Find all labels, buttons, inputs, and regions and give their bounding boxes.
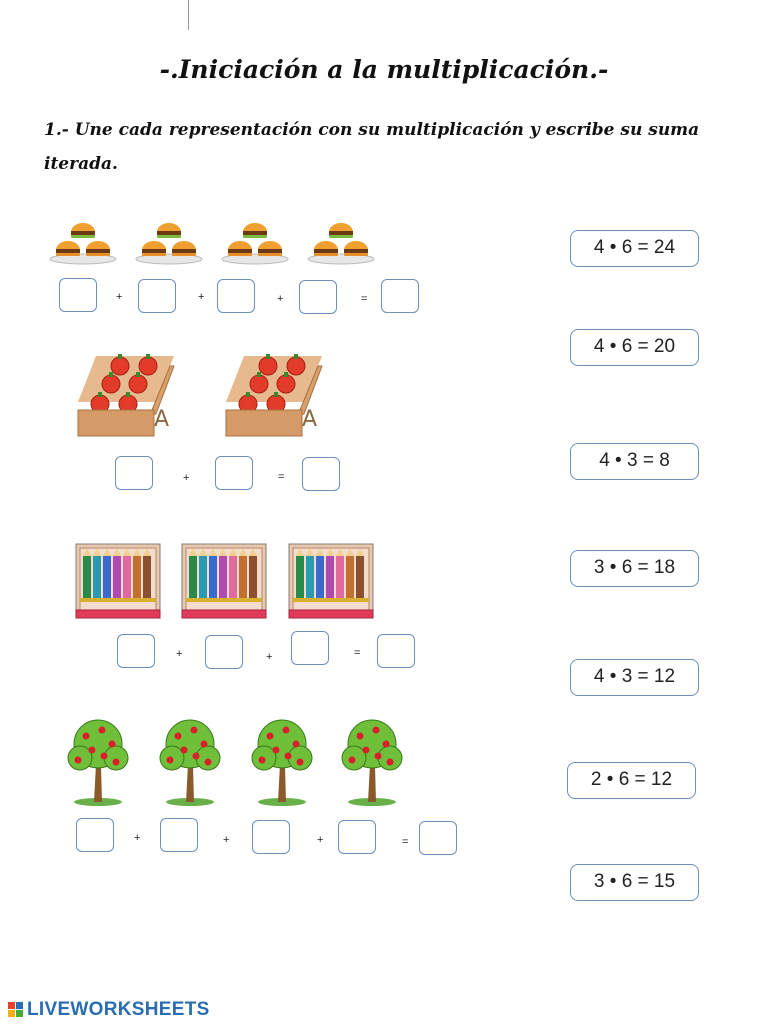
- equals-sign: =: [402, 836, 409, 848]
- svg-text:A: A: [302, 407, 318, 432]
- page-title: -.Iniciación a la multiplicación.-: [159, 55, 609, 84]
- pencil-box-icon: [287, 542, 379, 620]
- plus-sign: +: [183, 472, 190, 484]
- answer-option-1[interactable]: 4 • 6 = 24: [570, 230, 699, 267]
- answer-input-box[interactable]: [338, 820, 376, 854]
- burger-plate-icon: [220, 210, 290, 266]
- svg-text:A: A: [154, 407, 170, 432]
- answer-input-box[interactable]: [419, 821, 457, 855]
- equals-sign: =: [354, 647, 361, 659]
- answer-option-4[interactable]: 3 • 6 = 18: [570, 550, 699, 587]
- apple-tree-icon: [250, 714, 314, 806]
- answer-input-box[interactable]: [59, 278, 97, 312]
- burger-plate-icon: [306, 210, 376, 266]
- answer-option-5[interactable]: 4 • 3 = 12: [570, 659, 699, 696]
- answer-input-box[interactable]: [205, 635, 243, 669]
- pencil-box-icon: [74, 542, 166, 620]
- answer-input-box[interactable]: [115, 456, 153, 490]
- plus-sign: +: [116, 291, 123, 303]
- answer-input-box[interactable]: [117, 634, 155, 668]
- answer-input-box[interactable]: [76, 818, 114, 852]
- plus-sign: +: [277, 293, 284, 305]
- answer-input-box[interactable]: [302, 457, 340, 491]
- pencil-box-icon: [180, 542, 272, 620]
- equals-sign: =: [278, 471, 285, 483]
- answer-input-box[interactable]: [138, 279, 176, 313]
- plus-sign: +: [317, 834, 324, 846]
- answer-option-3[interactable]: 4 • 3 = 8: [570, 443, 699, 480]
- plus-sign: +: [266, 651, 273, 663]
- plus-sign: +: [198, 291, 205, 303]
- answer-input-box[interactable]: [215, 456, 253, 490]
- plus-sign: +: [176, 648, 183, 660]
- instruction-text: 1.- Une cada representación con su multiplicación y escribe su suma iterada.: [44, 120, 700, 174]
- answer-input-box[interactable]: [291, 631, 329, 665]
- brand-name: LIVEWORKSHEETS: [27, 999, 210, 1020]
- answer-input-box[interactable]: [252, 820, 290, 854]
- answer-input-box[interactable]: [377, 634, 415, 668]
- answer-input-box[interactable]: [217, 279, 255, 313]
- logo-grid-icon: [8, 1001, 24, 1019]
- equals-sign: =: [361, 293, 368, 305]
- answer-input-box[interactable]: [299, 280, 337, 314]
- plus-sign: +: [223, 834, 230, 846]
- tomato-crate-icon: [76, 344, 176, 438]
- burger-plate-icon: [48, 210, 118, 266]
- plus-sign: +: [134, 832, 141, 844]
- apple-tree-icon: [340, 714, 404, 806]
- answer-option-7[interactable]: 3 • 6 = 15: [570, 864, 699, 901]
- burger-plate-icon: [134, 210, 204, 266]
- apple-tree-icon: [158, 714, 222, 806]
- answer-input-box[interactable]: [381, 279, 419, 313]
- liveworksheets-logo[interactable]: [8, 998, 210, 1022]
- answer-option-6[interactable]: 2 • 6 = 12: [567, 762, 696, 799]
- page-top-divider: [188, 0, 189, 30]
- apple-tree-icon: [66, 714, 130, 806]
- tomato-crate-icon: [224, 344, 324, 438]
- answer-option-2[interactable]: 4 • 6 = 20: [570, 329, 699, 366]
- answer-input-box[interactable]: [160, 818, 198, 852]
